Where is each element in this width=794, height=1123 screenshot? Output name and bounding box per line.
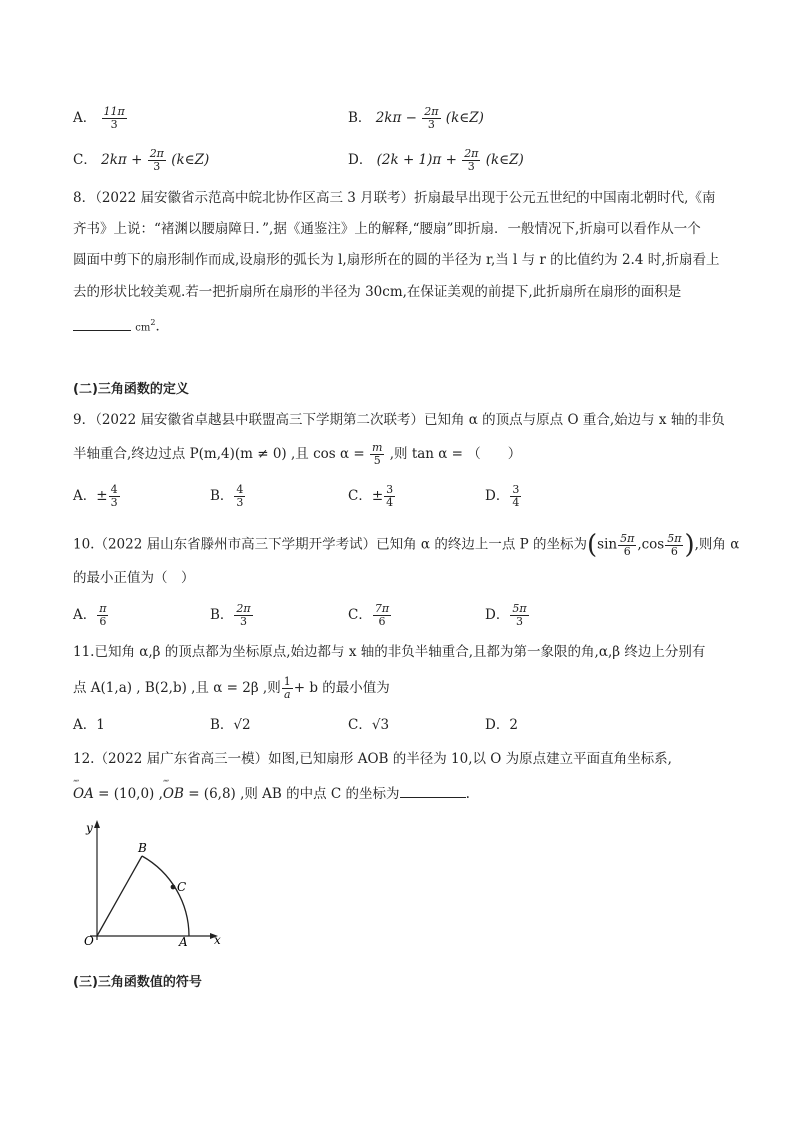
numerator: 4 [110,483,118,496]
q12-line-2 [73,784,470,804]
fraction [148,148,166,173]
q11-option-c[interactable] [348,715,389,735]
q12-line-1: 12.（2022 届广东省高三一模）如图,已知扇形 AOB 的半径为 10,以 O 为原点建立平面直角坐标系, [73,751,672,767]
q11-line-1: 11.已知角 α,β 的顶点都为坐标原点,始边都与 x 轴的非负半轴重合,且都为第一象限的角,α,β 终边上分别有 [73,644,706,660]
label-b: B [138,841,147,855]
label-c: C [177,880,187,894]
sign: ± [371,488,384,504]
fraction [282,676,293,701]
text: + b 的最小值为 [293,680,390,696]
numerator: 5π [620,531,635,545]
option-text: (k∈Z) [485,152,524,168]
option-label: B． [210,607,234,623]
denominator: 3 [467,160,475,173]
unit: cm [135,322,151,334]
option-text: (2k + 1)π + [376,152,457,168]
q9-line-2 [73,442,521,467]
vector-ob: ““ OB [163,784,184,804]
numerator: 5π [512,602,527,615]
fraction [102,106,127,131]
q7-option-c[interactable] [73,148,209,173]
option-label: D． [348,152,373,168]
q11-line-2 [73,676,390,701]
option-text: 2kπ − [375,110,417,126]
fraction [370,442,384,467]
option-label: B． [210,717,234,733]
text: = (10,0) , [93,786,163,802]
label-a: A [179,935,188,949]
label-y: y [86,821,93,835]
numerator: 2π [424,105,439,118]
numerator: 3 [386,483,394,496]
numerator: 4 [236,483,244,496]
vector-oa: ““ OA [73,784,94,804]
option-label: C． [348,607,372,623]
denominator: 3 [236,496,244,509]
right-paren: ) [684,530,695,560]
option-label: D． [485,607,510,623]
answer-blank[interactable] [400,785,466,798]
denominator: 4 [512,496,520,509]
fraction [665,533,683,558]
label-x: x [214,933,221,947]
denominator: 6 [670,544,678,558]
punctuation: ． [155,318,169,335]
denominator: 6 [623,544,631,558]
text: 半轴重合,终边过点 P(m,4)(m ≠ 0) ,且 cos α = [73,446,365,462]
radius-ob [97,856,142,936]
option-label: C． [348,717,372,733]
q8-answer-line [73,313,169,339]
section-title-definition: (二)三角函数的定义 [73,382,189,397]
fraction [510,484,521,509]
q7-option-d[interactable] [348,148,524,173]
option-text: (k∈Z) [171,152,210,168]
denominator: 5 [373,454,381,467]
fraction [234,603,252,628]
fraction [510,603,528,628]
denominator: 3 [153,160,161,173]
numerator: π [99,602,107,615]
q10-line-1 [73,532,739,558]
punctuation: . [465,786,470,802]
q9-option-b[interactable] [210,484,246,509]
option-label: A． [73,607,97,623]
option-value: √3 [371,717,390,733]
numerator: 7π [374,602,390,615]
sin-label: sin [597,536,618,553]
q8-line-4: 去的形状比较美观.若一把折扇所在扇形的半径为 30cm,在保证美观的前提下,此折扇所在扇形的面积是 [73,284,682,300]
left-paren: ( [586,530,598,560]
numerator: 2π [149,147,164,160]
answer-blank[interactable] [73,318,131,331]
y-axis-arrow [94,820,100,828]
fraction [97,603,108,628]
q10-option-a[interactable] [73,603,109,628]
q9-option-c[interactable] [348,484,396,509]
denominator: 4 [386,496,394,509]
q11-option-d[interactable] [485,715,518,735]
numerator: 3 [512,483,520,496]
fraction [422,106,440,131]
numerator: 11π [103,105,125,118]
section-title-sign: (三)三角函数值的符号 [73,975,202,990]
q9-option-a[interactable] [73,484,121,509]
option-value: √2 [233,717,251,733]
option-label: A． [73,717,97,733]
q8-line-1: 8．（2022 届安徽省示范高中皖北协作区高三 3 月联考）折扇最早出现于公元五世纪的中国南北朝时代,《南 [73,190,716,206]
denominator: 3 [515,615,523,628]
q8-line-3: 圆面中剪下的扇形制作而成,设扇形的弧长为 l,扇形所在的圆的半径为 r,当 l 与 r 的比值约为 2.4 时,折扇看上 [73,252,720,268]
point-c [171,885,176,890]
denominator: 6 [378,615,386,628]
option-label: C． [348,488,372,504]
numerator: 2π [464,147,479,160]
sector-figure [80,818,230,953]
arc-ab [142,856,189,936]
option-text: (k∈Z) [445,110,484,126]
option-label: D． [485,488,510,504]
q11-option-b[interactable] [210,715,251,735]
numerator: 2π [236,602,251,615]
text: ,则 tan α = （ ） [389,446,522,462]
fraction [384,484,395,509]
option-label: C． [73,152,97,168]
denominator: a [283,688,291,701]
q10-option-c[interactable] [348,603,392,628]
sign: ± [96,488,108,504]
fraction [618,533,636,558]
denominator: 3 [110,496,118,509]
q11-option-a[interactable] [73,715,105,735]
denominator: 3 [110,118,118,131]
option-label: A． [73,488,97,504]
q10-option-d[interactable] [485,603,530,628]
denominator: 3 [240,615,248,628]
q7-option-b[interactable] [348,106,484,131]
q9-option-d[interactable] [485,484,522,509]
option-label: B． [210,488,234,504]
denominator: 6 [99,615,107,628]
fraction [109,484,120,509]
fraction [234,484,245,509]
q10-option-b[interactable] [210,603,254,628]
text: 10.（2022 届山东省滕州市高三下学期开学考试）已知角 α 的终边上一点 P 的坐标为 [73,536,587,553]
label-o: O [84,934,94,948]
fraction [373,603,391,628]
numerator: 5π [667,531,682,545]
cos-label: ,cos [637,536,665,553]
option-value: 2 [509,717,518,733]
option-label: A． [73,110,97,126]
text: ,则角 α [694,536,740,553]
denominator: 3 [427,118,435,131]
text: 点 A(1,a) , B(2,b) ,且 α = 2β ,则 [73,680,281,696]
q7-option-a[interactable] [73,106,128,131]
option-value: 1 [96,717,105,733]
fraction [462,148,480,173]
option-text: 2kπ + [101,152,143,168]
option-label: D． [485,717,510,733]
q8-line-2: 齐书》上说：“褚渊以腰扇障日．”,据《通鉴注》上的解释,“腰扇”即折扇．一般情况下,折扇可以看作从一个 [73,221,701,237]
numerator: m [372,441,383,454]
unit-superscript: 2 [150,318,156,327]
q9-line-1: 9．（2022 届安徽省卓越县中联盟高三下学期第二次联考）已知角 α 的顶点与原点 O 重合,始边与 x 轴的非负 [73,412,725,428]
q10-line-2: 的最小正值为（ ） [73,570,195,586]
option-label: B． [348,110,372,126]
numerator: 1 [283,675,291,688]
text: = (6,8) ,则 AB 的中点 C 的坐标为 [183,786,400,802]
